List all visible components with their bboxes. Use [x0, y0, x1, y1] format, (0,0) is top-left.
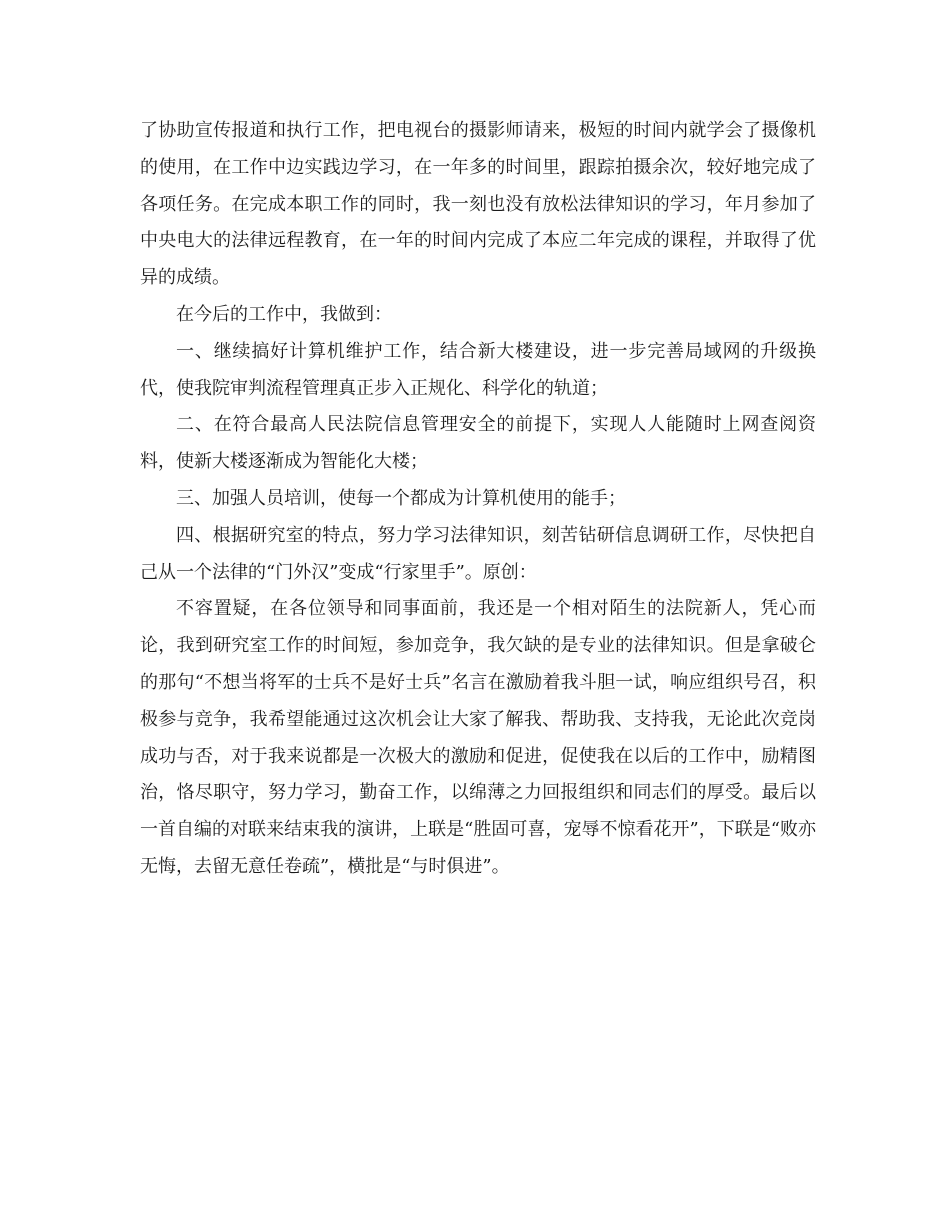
paragraph-4: 二、在符合最高人民法院信息管理安全的前提下，实现人人能随时上网查阅资料，使新大楼逐渐成为智能化大楼；	[140, 414, 816, 473]
document-body	[140, 113, 816, 886]
paragraph-5: 三、加强人员培训，使每一个都成为计算机使用的能手；	[176, 487, 626, 509]
paragraph-6: 四、根据研究室的特点，努力学习法律知识，刻苦钻研信息调研工作，尽快把自己从一个法律的“门外汉”变成“行家里手”。原创：	[140, 524, 816, 583]
paragraph-3: 一、继续搞好计算机维护工作，结合新大楼建设，进一步完善局域网的升级换代，使我院审判流程管理真正步入正规化、科学化的轨道；	[140, 340, 816, 399]
paragraph-2: 在今后的工作中，我做到：	[176, 303, 392, 325]
paragraph-1: 了协助宣传报道和执行工作，把电视台的摄影师请来，极短的时间内就学会了摄像机的使用，在工作中边实践边学习，在一年多的时间里，跟踪拍摄余次，较好地完成了各项任务。在完成本职工作的同时，我一刻也没有放松法律知识的学习，年月参加了中央电大的法律远程教育，在一年的时间内完成了本应二年完成的课程，并取得了优异的成绩。	[140, 120, 816, 289]
paragraph-7: 不容置疑，在各位领导和同事面前，我还是一个相对陌生的法院新人，凭心而论，我到研究室工作的时间短，参加竞争，我欠缺的是专业的法律知识。但是拿破仑的那句“不想当将军的士兵不是好士兵”名言在激励着我斗胆一试，响应组织号召，积极参与竞争，我希望能通过这次机会让大家了解我、帮助我、支持我，无论此次竞岗成功与否，对于我来说都是一次极大的激励和促进，促使我在以后的工作中，励精图治，恪尽职守，努力学习，勤奋工作，以绵薄之力回报组织和同志们的厚受。最后以一首自编的对联来结束我的演讲，上联是“胜固可喜，宠辱不惊看花开”，下联是“败亦无悔，去留无意任卷疏”，横批是“与时俱进”。	[140, 598, 816, 877]
